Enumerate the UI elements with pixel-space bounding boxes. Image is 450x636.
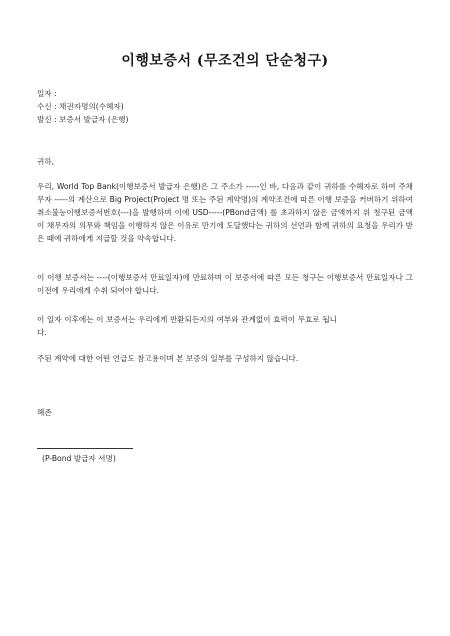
date-line: 일자 : <box>37 89 57 98</box>
paragraph-guarantee-promise: 우리, World Top Bank(이행보증서 발급자 은행)은 그 주소가 -----인 바, 다음과 같이 귀하를 수혜자로 하여 주채무자 -----의 계산으로 Big Project(Project 명 또는 주된 계약명)의 계약조건에 따른 이행 보증을 커버하기 위하여 취소불능이행보증서번호(---)을 발행하며 이에 USD-----(PBond금액) 를 초과하지 않은 금액까지 위 청구된 금액이 채무자의 의무와 책임을 이행하지 않은 이유로 만기에 도달했다는 귀하의 선언과 함께 귀하의 요청을 우리가 받은 때에 귀하에게 지급할 것을 약속합니다. <box>37 182 413 243</box>
recipient-line: 수신 : 채권자명의(수혜자) <box>37 102 124 111</box>
document-title: 이행보증서 (무조건의 단순청구) <box>121 53 329 69</box>
paragraph-void-after-date: 이 일자 이후에는 이 보증서는 우리에게 반환되든지의 여부와 관계없이 효력이 무효로 됩니다. <box>37 315 337 337</box>
salutation: 귀하, <box>37 157 55 166</box>
closing: 혜존 <box>37 408 52 417</box>
document-meta <box>37 87 129 126</box>
sender-line: 발신 : 보증서 발급자 (은행) <box>37 115 129 124</box>
signature-label: (P-Bond 발급자 서명) <box>42 454 116 463</box>
signature-line <box>37 448 133 449</box>
paragraph-expiry: 이 이행 보증서는 ----(이행보증서 만료일자)에 만료하며 이 보증서에 따른 모든 청구는 이행보증서 만료일자나 그 이전에 우리에게 수취 되어야 합니다. <box>37 273 413 295</box>
paragraph-reference-only: 주된 계약에 대한 어떤 언급도 참고용이며 본 보증의 일부를 구성하지 않습니다. <box>37 354 299 363</box>
